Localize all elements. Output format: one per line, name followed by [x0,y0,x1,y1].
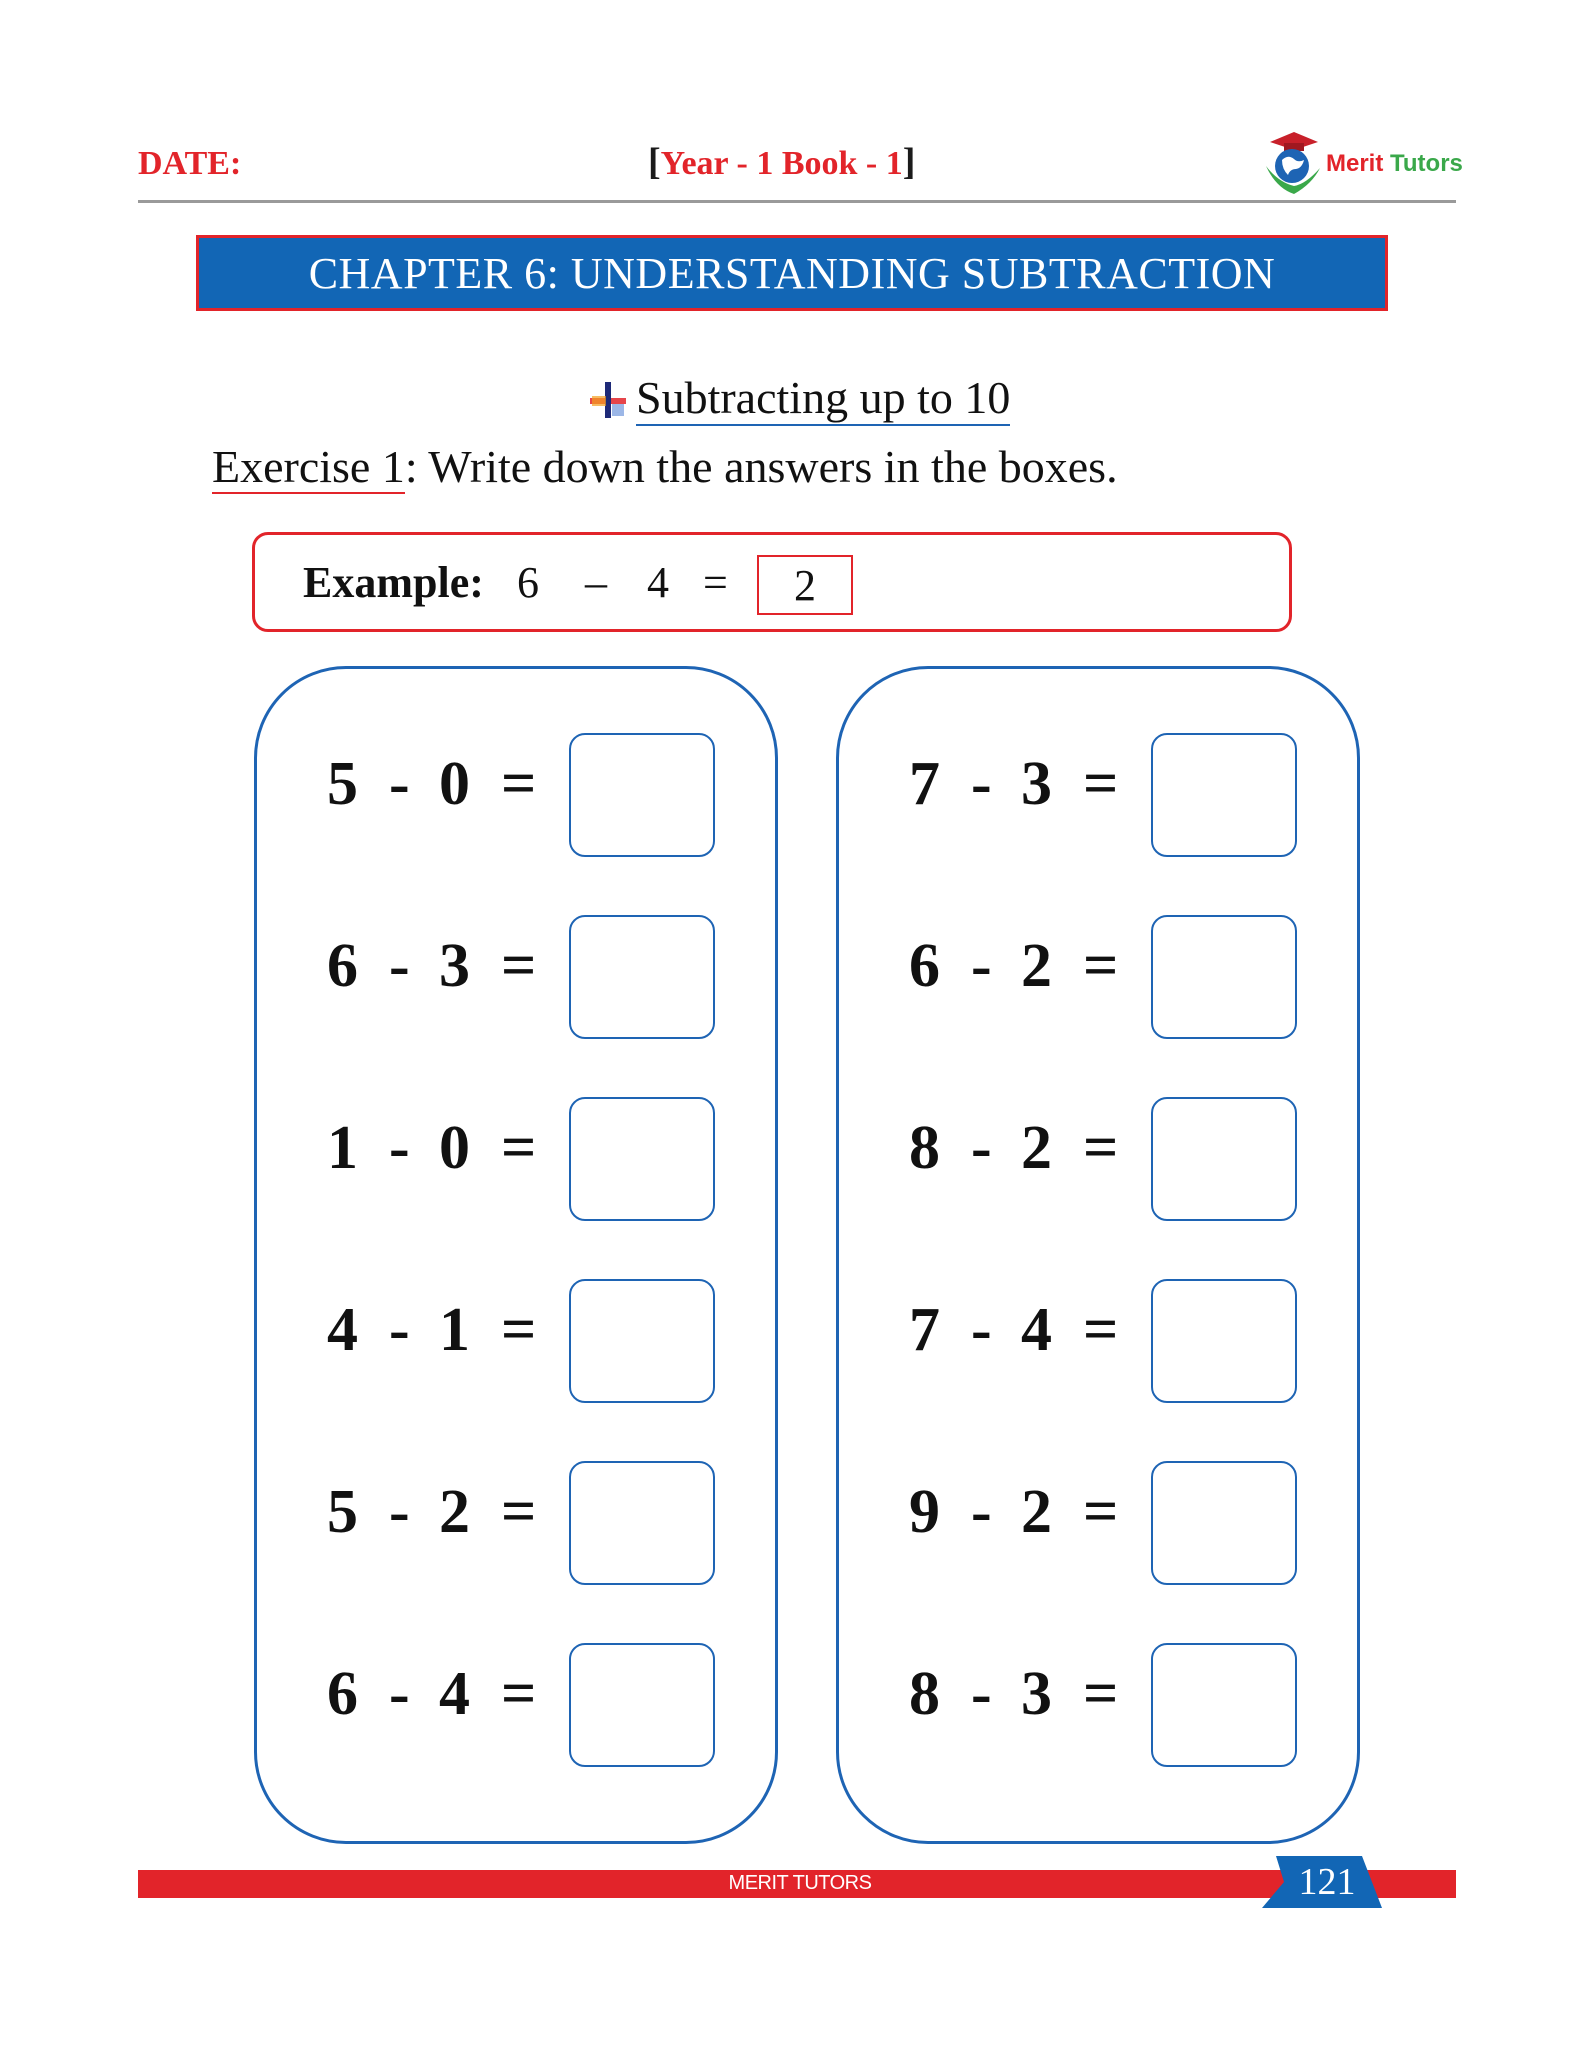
logo-text [1326,150,1463,178]
page-number: 121 [1298,1861,1356,1903]
subtraction-problem [257,733,775,853]
example-subtrahend: 4 [647,558,669,607]
minuend: 6 [327,932,358,1000]
subtrahend: 3 [1021,750,1052,818]
logo-word-merit: Merit [1326,150,1384,177]
minus-sign: - [971,750,992,818]
subtraction-problem [839,1461,1357,1581]
subtraction-problem [839,733,1357,853]
chapter-banner [196,235,1388,311]
minus-sign: - [389,932,410,1000]
exercise-label: Exercise 1 [212,441,405,492]
header-divider [138,200,1456,203]
answer-box[interactable] [569,1279,715,1403]
equals-sign: = [501,1660,537,1728]
example-minus-sign: – [585,558,607,607]
equals-sign: = [1083,1478,1119,1546]
answer-box[interactable] [1151,1461,1297,1585]
equals-sign: = [1083,932,1119,1000]
logo-word-tutors: Tutors [1390,150,1463,177]
subtrahend: 2 [1021,1478,1052,1546]
equals-sign: = [1083,1660,1119,1728]
example-minuend: 6 [517,558,539,607]
equals-sign: = [501,932,537,1000]
minuend: 6 [909,932,940,1000]
equals-sign: = [501,1296,537,1364]
subtraction-problem [257,1643,775,1763]
subtrahend: 2 [1021,1114,1052,1182]
minus-sign: - [971,1660,992,1728]
minuend: 7 [909,750,940,818]
minuend: 7 [909,1296,940,1364]
equals-sign: = [501,750,537,818]
minuend: 8 [909,1114,940,1182]
subtraction-problem [839,1097,1357,1217]
answer-box[interactable] [1151,1279,1297,1403]
example-box [252,532,1292,632]
minus-sign: - [971,1478,992,1546]
book-title-close-bracket: ] [902,141,916,183]
merit-tutors-logo [1258,128,1468,198]
minus-sign: - [389,750,410,818]
plus-bullet-icon [588,380,628,420]
minus-sign: - [971,932,992,1000]
graduation-cap-globe-icon [1258,128,1328,198]
footer-brand: MERIT TUTORS [728,1872,872,1894]
answer-box[interactable] [569,733,715,857]
book-title-text: Year - 1 Book - 1 [660,145,903,182]
minuend: 1 [327,1114,358,1182]
subtrahend: 0 [439,750,470,818]
equals-sign: = [501,1114,537,1182]
minus-sign: - [389,1478,410,1546]
minus-sign: - [971,1296,992,1364]
problem-panel-right [836,666,1360,1844]
answer-box[interactable] [1151,915,1297,1039]
minuend: 4 [327,1296,358,1364]
answer-box[interactable] [569,1097,715,1221]
subtrahend: 4 [1021,1296,1052,1364]
equals-sign: = [1083,1114,1119,1182]
answer-box[interactable] [1151,1097,1297,1221]
minus-sign: - [971,1114,992,1182]
answer-box[interactable] [569,915,715,1039]
minuend: 9 [909,1478,940,1546]
exercise-text: : Write down the answers in the boxes. [404,441,1118,492]
exercise-instruction [212,440,1118,493]
subtraction-problem [839,1279,1357,1399]
book-title-open-bracket: [ [648,141,661,183]
subtraction-problem [257,1097,775,1217]
answer-box[interactable] [569,1643,715,1767]
subtrahend: 2 [1021,932,1052,1000]
answer-box[interactable] [569,1461,715,1585]
subtrahend: 3 [439,932,470,1000]
subtraction-problem [257,1279,775,1399]
minuend: 5 [327,1478,358,1546]
equals-sign: = [1083,1296,1119,1364]
answer-box[interactable] [1151,733,1297,857]
minus-sign: - [389,1296,410,1364]
subtraction-problem [257,915,775,1035]
date-label: DATE: [138,145,242,182]
problem-panel-left [254,666,778,1844]
equals-sign: = [1083,750,1119,818]
answer-box[interactable] [1151,1643,1297,1767]
subtraction-problem [839,915,1357,1035]
section-heading [588,374,1010,426]
subtrahend: 3 [1021,1660,1052,1728]
subtrahend: 4 [439,1660,470,1728]
subtraction-problem [257,1461,775,1581]
section-title: Subtracting up to 10 [636,374,1010,426]
subtrahend: 0 [439,1114,470,1182]
chapter-title: CHAPTER 6: UNDERSTANDING SUBTRACTION [308,248,1276,298]
minuend: 8 [909,1660,940,1728]
subtrahend: 2 [439,1478,470,1546]
subtrahend: 1 [439,1296,470,1364]
minuend: 6 [327,1660,358,1728]
minus-sign: - [389,1114,410,1182]
equals-sign: = [501,1478,537,1546]
minuend: 5 [327,750,358,818]
book-title [648,140,915,184]
minus-sign: - [389,1660,410,1728]
example-answer-box: 2 [757,555,853,615]
example-equals-sign: = [703,558,728,607]
subtraction-problem [839,1643,1357,1763]
example-label: Example: [303,558,484,607]
